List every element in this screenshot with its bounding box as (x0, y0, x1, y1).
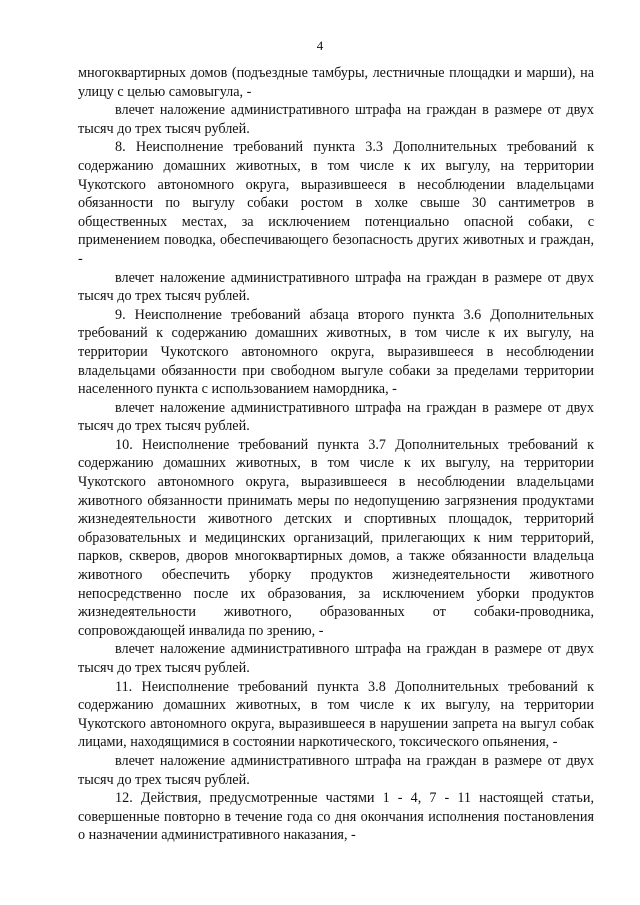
page-body (78, 64, 594, 845)
paragraph-2: влечет наложение административного штрафа на граждан в размере от двух тысяч до трех тысяч рублей. (78, 102, 594, 137)
paragraph-10: влечет наложение административного штрафа на граждан в размере от двух тысяч до трех тысяч рублей. (78, 752, 594, 788)
page-number: 4 (316, 38, 324, 53)
paragraph-4: влечет наложение административного штрафа на граждан в размере от двух тысяч до трех тысяч рублей. (78, 269, 594, 305)
paragraph-9: 11. Неисполнение требований пункта 3.8 Дополнительных требований к содержанию домашних животных, в том числе к их выгулу, на территории Чукотского автономного округа, выразившееся в нарушении запрета на выгул собак лицами, находящимися в состоянии наркотического, токсического опьянения, - (78, 678, 594, 751)
paragraph-7: 10. Неисполнение требований пункта 3.7 Дополнительных требований к содержанию домашних животных, в том числе к их выгулу, на территории Чукотского автономного округа, выразившееся в несоблюдении владельцами животного обязанности принимать меры по недопущению загрязнения продуктами жизнедеятельности животного детских и спортивных площадок, территорий образовательных и медицинских организаций, прилегающих к ним территорий, парков, скверов, дворов многоквартирных домов, а также обязанности владельца животного обеспечить уборку продуктов жизнедеятельности животного непосредственно после их образования, за исключением уборки продуктов жизнедеятельности животного, образованных от собаки-проводника, сопровождающей инвалида по зрению, - (78, 436, 594, 639)
paragraph-3: 8. Неисполнение требований пункта 3.3 Дополнительных требований к содержанию домашних животных, в том числе к их выгулу, на территории Чукотского автономного округа, выразившееся в несоблюдении владельцами обязанности по выгулу собаки ростом в холке свыше 30 сантиметров в общественных местах, за исключением потенциально опасной собаки, с применением поводка, обеспечивающего безопасность других животных и граждан, - (78, 139, 594, 267)
paragraph-5: 9. Неисполнение требований абзаца второго пункта 3.6 Дополнительных требований к содержанию домашних животных, в том числе к их выгулу, на территории Чукотского автономного округа, выразившееся в несоблюдении владельцами обязанности при свободном выгуле собаки за пределами территории населенного пункта с использованием намордника, - (78, 306, 594, 398)
paragraph-1: многоквартирных домов (подъездные тамбуры, лестничные площадки и марши), на улицу с целью самовыгула, - (78, 65, 594, 100)
paragraph-11: 12. Действия, предусмотренные частями 1 - 4, 7 - 11 настоящей статьи, совершенные повторно в течение года со дня окончания исполнения постановления о назначении административного наказания, - (78, 790, 594, 844)
paragraph-8: влечет наложение административного штрафа на граждан в размере от двух тысяч до трех тысяч рублей. (78, 641, 594, 676)
paragraph-6: влечет наложение административного штрафа на граждан в размере от двух тысяч до трех тысяч рублей. (78, 399, 594, 435)
